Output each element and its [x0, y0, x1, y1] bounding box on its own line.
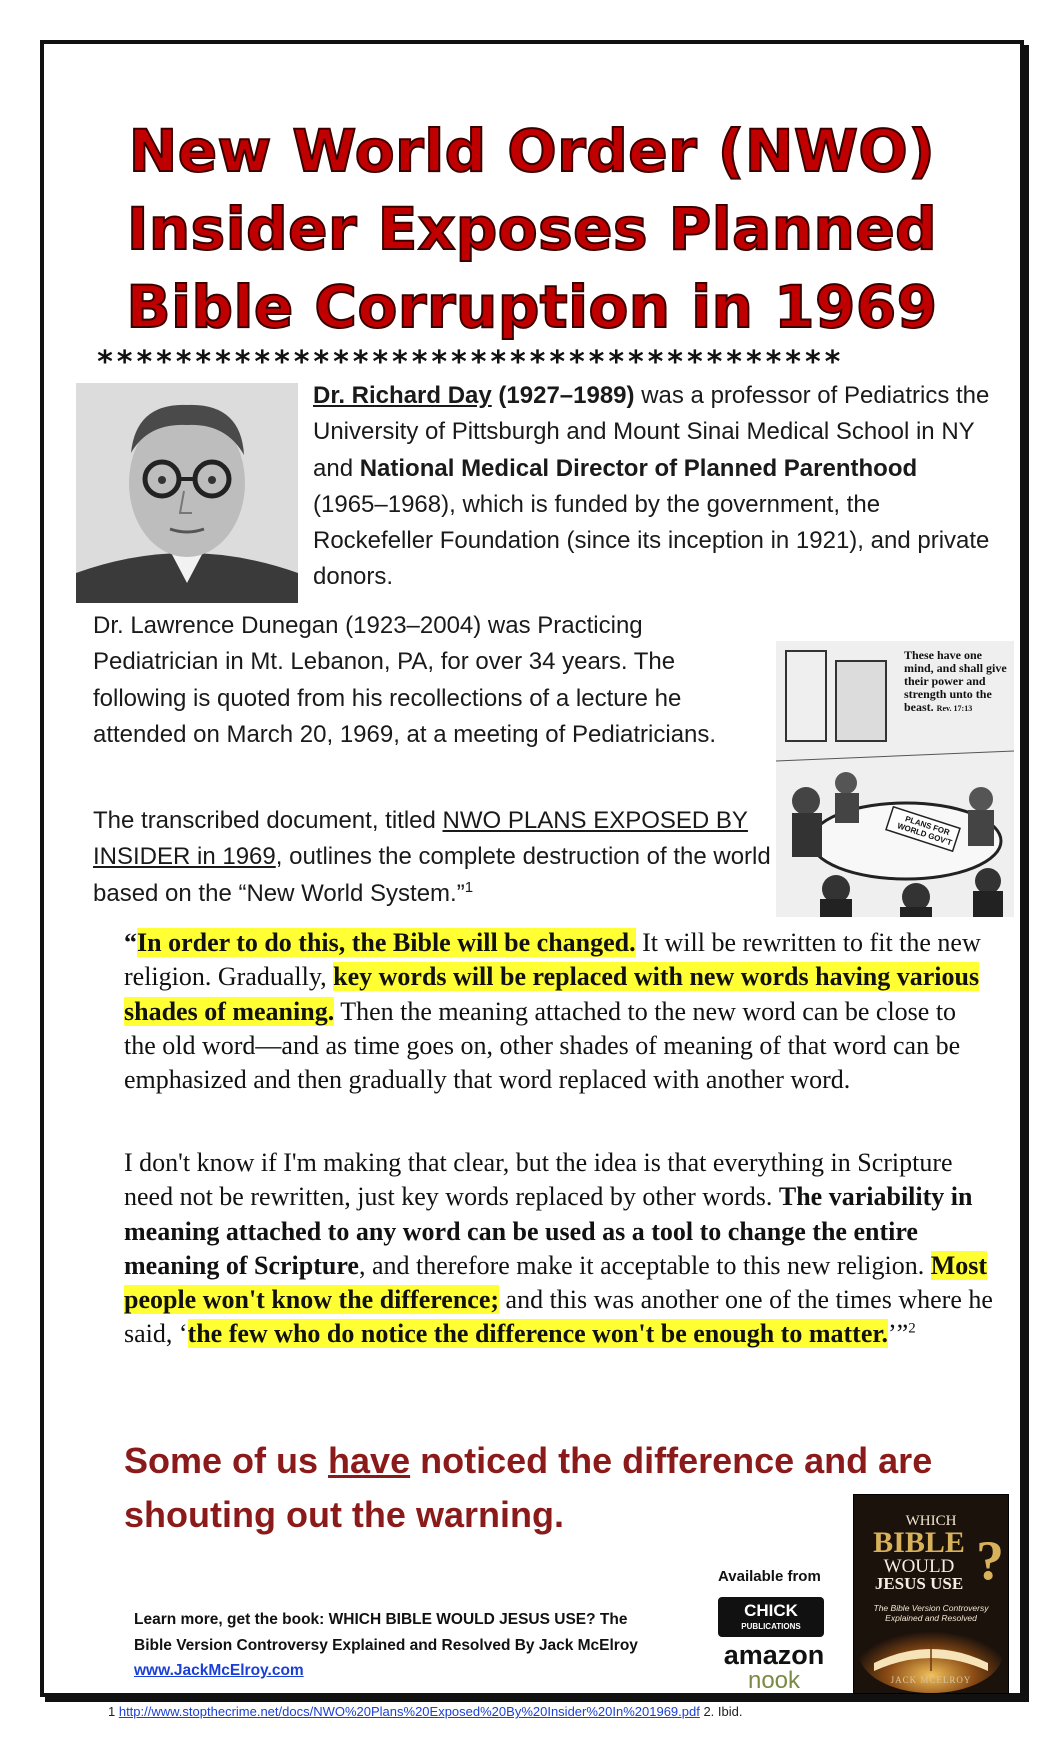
- amazon-logo[interactable]: amazon: [723, 1640, 825, 1670]
- title-line-2: Insider Exposes Planned: [126, 195, 938, 263]
- footnote: [108, 1704, 1008, 1720]
- nook-logo[interactable]: nook: [747, 1667, 801, 1694]
- footnote-url-link[interactable]: http://www.stopthecrime.net/docs/NWO%20Plans%20Exposed%20By%20Insider%20In%201969.pdf: [118, 1704, 700, 1719]
- closing-post: noticed the difference and are shouting out the warning.: [124, 1440, 933, 1535]
- quote-open-mark: “: [124, 928, 137, 957]
- bio-name: Dr. Richard Day: [313, 382, 492, 409]
- title-line-3: Bible Corruption in 1969: [126, 273, 938, 341]
- book-title-jesus-use: JESUS USE: [874, 1574, 964, 1593]
- page-title: [60, 112, 1004, 346]
- cartoon-caption: [904, 649, 1008, 715]
- quote2-close-mark: ’”: [888, 1319, 909, 1349]
- available-from-label: Available from: [718, 1568, 821, 1585]
- quote-paragraph-1: [124, 926, 994, 1097]
- bio-role: National Medical Director of Planned Parenthood: [359, 454, 918, 482]
- star-divider: **************************************: [96, 348, 844, 378]
- learn-more-copy: Learn more, get the book: WHICH BIBLE WOULD JESUS USE? The Bible Version Controversy Explained and Resolved By Jack McElroy: [134, 1611, 638, 1654]
- quote2-text-1: I don't know if I'm making that clear, but the idea is that everything in Scripture need not be rewritten, just key words replaced by other words.: [124, 1148, 953, 1212]
- dunegan-bio: Dr. Lawrence Dunegan (1923–2004) was Practicing Pediatrician in Mt. Lebanon, PA, for over 34 years. The following is quoted from his recollections of a lecture he attended on March 20, 1969, at a meeting of Pediatricians.: [93, 612, 717, 748]
- quote-text-1: It will be rewritten to fit the new religion. Gradually,: [124, 928, 981, 992]
- document-intro: The transcribed document, titled: [93, 807, 443, 834]
- quote2-highlight-1: Most people won't know the difference;: [124, 1250, 988, 1315]
- book-cover: [853, 1494, 1009, 1694]
- document-paragraph: [93, 803, 773, 912]
- quote2-highlight-2: the few who do notice the difference won't be enough to matter.: [187, 1319, 889, 1349]
- quote-paragraph-2: [124, 1146, 994, 1352]
- book-title-would: WOULD: [883, 1556, 955, 1577]
- chick-logo-text: CHICK: [744, 1601, 798, 1620]
- footnote-ibid: 2. Ibid.: [699, 1704, 743, 1719]
- bio-text-2: (1965–1968), which is funded by the government, the Rockefeller Foundation (since its inception in 1921), and private donors.: [313, 490, 990, 591]
- quote-highlight-1: In order to do this, the Bible will be changed.: [137, 928, 636, 957]
- footnote-ref-1: 1: [464, 878, 474, 896]
- book-subtitle: The Bible Version Controversy Explained and Resolved: [873, 1603, 989, 1623]
- quote2-text-2: , and therefore make it acceptable to this new religion.: [358, 1250, 931, 1280]
- cartoon-table-sign: PLANS FOR WORLD GOV'T: [896, 814, 954, 848]
- richard-day-bio: [313, 378, 993, 596]
- quote-highlight-2: key words will be replaced with new words having various shades of meaning.: [124, 962, 980, 1026]
- retailer-logos: [714, 1597, 834, 1697]
- book-question-mark: ?: [976, 1530, 1004, 1592]
- quote-text-2: Then the meaning attached to the new word can be close to the old word—and as time goes on, other shades of meaning of that word can be emphasized and then gradually that word replaced with another word.: [124, 996, 961, 1095]
- cartoon-caption-text: These have one mind, and shall give their power and strength unto the beast.: [904, 648, 1007, 714]
- bio-years: (1927–1989): [498, 382, 635, 409]
- portrait-icon: [76, 383, 298, 603]
- closing-emphasis: have: [328, 1440, 411, 1481]
- quote2-text-3: and this was another one of the times where he said, ‘: [124, 1285, 993, 1349]
- title-line-1: New World Order (NWO): [128, 117, 936, 185]
- document-rest: , outlines the complete destruction of the world based on the “New World System.”: [93, 843, 771, 907]
- website-link[interactable]: www.JackMcElroy.com: [134, 1662, 304, 1679]
- chick-publications-logo[interactable]: [718, 1597, 824, 1637]
- book-title-bible: BIBLE: [873, 1526, 965, 1559]
- footnote-number: 1: [108, 1704, 119, 1719]
- document-title: NWO PLANS EXPOSED BY INSIDER in 1969: [93, 807, 748, 871]
- quote2-bold: The variability in meaning attached to any word can be used as a tool to change the entire meaning of Scripture: [124, 1182, 973, 1280]
- world-government-cartoon: [776, 641, 1014, 917]
- learn-more-text: [134, 1607, 654, 1684]
- richard-day-photo: [76, 383, 298, 603]
- book-author: JACK MCELROY: [890, 1675, 972, 1685]
- bio-text-1: was a professor of Pediatrics the University of Pittsburgh and Mount Sinai Medical School in NY and: [313, 382, 990, 482]
- book-title-which: WHICH: [905, 1513, 957, 1529]
- cartoon-verse: Rev. 17:13: [936, 704, 973, 713]
- footnote-ref-2: 2: [908, 1320, 916, 1337]
- closing-pre: Some of us: [124, 1440, 329, 1481]
- chick-logo-subtext: PUBLICATIONS: [741, 1622, 801, 1631]
